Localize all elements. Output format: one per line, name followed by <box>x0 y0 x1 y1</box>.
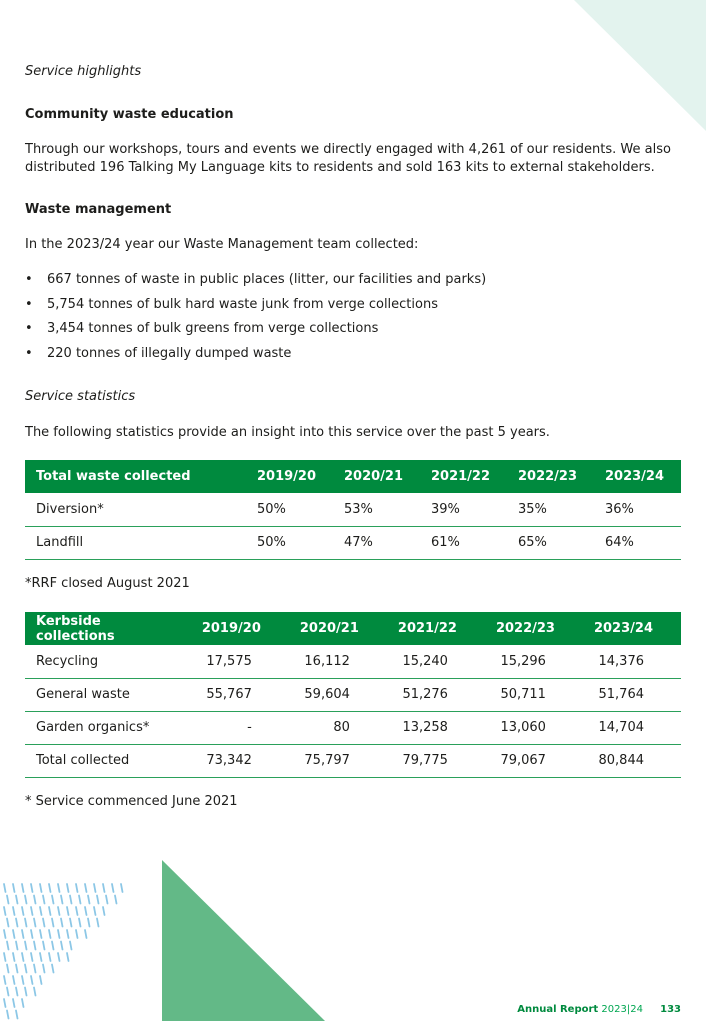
table-header-row <box>25 612 681 645</box>
column-header: Total waste collected <box>25 460 246 493</box>
kerbside-collections-table <box>25 612 681 778</box>
service-statistics-intro: The following statistics provide an insight into this service over the past 5 years. <box>25 425 550 440</box>
table-cell: 14,376 <box>583 645 681 678</box>
table-cell: 15,296 <box>485 645 583 678</box>
table-cell: 51,276 <box>387 678 485 711</box>
service-highlights-heading: Service highlights <box>25 64 142 79</box>
table-row <box>25 493 681 526</box>
table-cell: 80,844 <box>583 744 681 777</box>
table-cell: 53% <box>333 493 420 526</box>
column-header: Kerbside collections <box>25 612 191 645</box>
service-statistics-heading: Service statistics <box>25 389 136 404</box>
table-cell: Diversion* <box>25 493 246 526</box>
table-cell: 13,060 <box>485 711 583 744</box>
table-cell: 15,240 <box>387 645 485 678</box>
table-cell: 73,342 <box>191 744 289 777</box>
table-cell: Total collected <box>25 744 191 777</box>
table-cell: 50,711 <box>485 678 583 711</box>
column-header: 2020/21 <box>333 460 420 493</box>
table-row <box>25 645 681 678</box>
waste-collected-list <box>25 272 665 370</box>
list-item: • 667 tonnes of waste in public places (litter, our facilities and parks) <box>25 272 665 297</box>
column-header: 2019/20 <box>246 460 333 493</box>
footer-report-label: Annual Report <box>517 1004 599 1015</box>
community-waste-education-title: Community waste education <box>25 107 234 122</box>
table-cell: 55,767 <box>191 678 289 711</box>
page-number: 133 <box>660 1004 681 1015</box>
table-cell: 51,764 <box>583 678 681 711</box>
green-triangle-decoration <box>160 860 325 1021</box>
community-waste-education-body: Through our workshops, tours and events we directly engaged with 4,261 of our residents. We also distributed 196 Talking My Language kits to residents and sold 163 kits to external stakeholders. <box>25 142 671 175</box>
table-cell: 79,067 <box>485 744 583 777</box>
table-cell: 61% <box>420 526 507 559</box>
table-cell: 59,604 <box>289 678 387 711</box>
table-cell: 75,797 <box>289 744 387 777</box>
table-cell: 16,112 <box>289 645 387 678</box>
table-cell: 36% <box>594 493 681 526</box>
total-waste-table <box>25 460 681 560</box>
table-cell: General waste <box>25 678 191 711</box>
table-cell: 13,258 <box>387 711 485 744</box>
table-cell: 79,775 <box>387 744 485 777</box>
column-header: 2022/23 <box>485 612 583 645</box>
table-header-row <box>25 460 681 493</box>
table-cell: 14,704 <box>583 711 681 744</box>
column-header: 2022/23 <box>507 460 594 493</box>
list-item: • 220 tonnes of illegally dumped waste <box>25 346 665 371</box>
table-cell: Landfill <box>25 526 246 559</box>
table-cell: 50% <box>246 493 333 526</box>
table-row <box>25 526 681 559</box>
table-cell: Garden organics* <box>25 711 191 744</box>
table-cell: - <box>191 711 289 744</box>
column-header: 2020/21 <box>289 612 387 645</box>
list-item: • 5,754 tonnes of bulk hard waste junk from verge collections <box>25 297 665 322</box>
waste-management-intro: In the 2023/24 year our Waste Management team collected: <box>25 237 419 252</box>
table-row <box>25 744 681 777</box>
table-cell: 39% <box>420 493 507 526</box>
table-cell: 65% <box>507 526 594 559</box>
table-cell: 35% <box>507 493 594 526</box>
waste-management-title: Waste management <box>25 202 172 217</box>
table-cell: 50% <box>246 526 333 559</box>
column-header: 2023/24 <box>583 612 681 645</box>
column-header: 2019/20 <box>191 612 289 645</box>
table-row <box>25 678 681 711</box>
table-cell: 80 <box>289 711 387 744</box>
table-cell: 17,575 <box>191 645 289 678</box>
table-cell: Recycling <box>25 645 191 678</box>
corner-triangle-decoration <box>556 0 706 131</box>
column-header: 2023/24 <box>594 460 681 493</box>
column-header: 2021/22 <box>387 612 485 645</box>
blue-dash-pattern-decoration <box>0 880 135 1021</box>
column-header: 2021/22 <box>420 460 507 493</box>
footer-year: 2023|24 <box>601 1004 643 1015</box>
table1-footnote: *RRF closed August 2021 <box>25 576 190 591</box>
table-cell: 64% <box>594 526 681 559</box>
table-cell: 47% <box>333 526 420 559</box>
list-item: • 3,454 tonnes of bulk greens from verge collections <box>25 321 665 346</box>
table2-footnote: * Service commenced June 2021 <box>25 794 238 809</box>
table-row <box>25 711 681 744</box>
page-footer <box>470 1004 681 1018</box>
